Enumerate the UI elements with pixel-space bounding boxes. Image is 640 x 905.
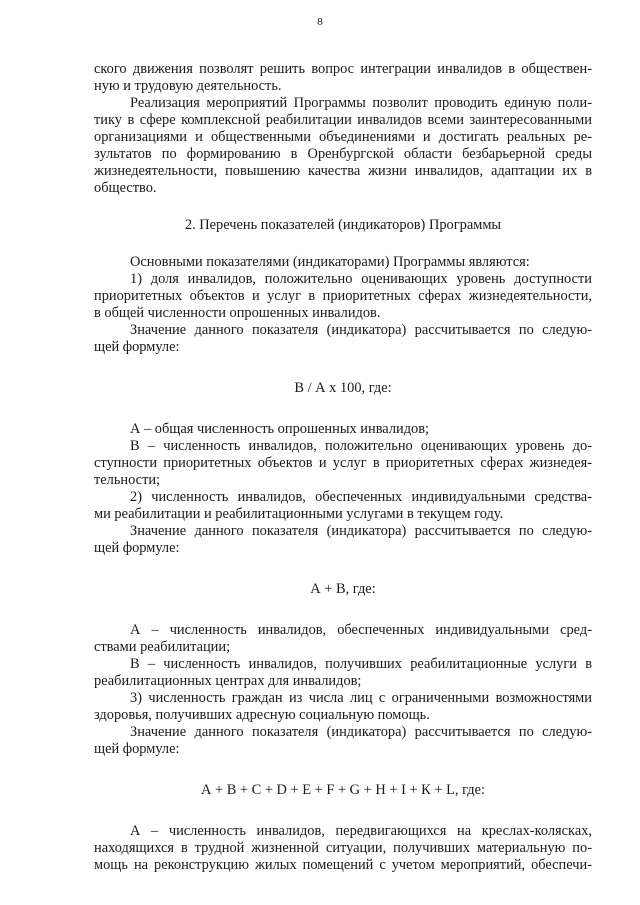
definition-2-a	[94, 622, 592, 656]
text-line: организациями и общественными объединениями и достигать реальных ре-	[94, 129, 592, 145]
text-line: в общей численности опрошенных инвалидов.	[94, 305, 381, 321]
text-line: ского движения позволят решить вопрос интеграции инвалидов в обществен-	[94, 61, 592, 77]
indicators-intro: Основными показателями (индикаторами) Программы являются:	[130, 254, 530, 270]
text-line: Значение данного показателя (индикатора) рассчитывается по следую-	[130, 724, 592, 740]
text-line: зультатов по формированию в Оренбургской области безбарьерной среды	[94, 146, 592, 162]
text-line: тику в сфере комплексной реабилитации инвалидов всеми заинтересованными	[94, 112, 592, 128]
text-line: 2) численность инвалидов, обеспеченных индивидуальными средства-	[130, 489, 592, 505]
definition-2-b	[94, 656, 592, 690]
indicator-item-3	[94, 690, 592, 724]
formula-3: А + В + С + D + Е + F + G + Н + I + К + L, где:	[201, 782, 485, 798]
section-title: 2. Перечень показателей (индикаторов) Программы	[184, 217, 502, 233]
text-line: тельности;	[94, 472, 161, 488]
text-line: мощь на реконструкцию жилых помещений с учетом мероприятий, обеспечи-	[94, 857, 592, 873]
text-line: ступности приоритетных объектов и услуг в приоритетных сферах жизнедея-	[94, 455, 592, 471]
text-line: А – численность инвалидов, обеспеченных индивидуальными сред-	[130, 622, 592, 638]
text-line: Значение данного показателя (индикатора) рассчитывается по следую-	[130, 322, 592, 338]
indicator-item-2	[94, 489, 592, 523]
definition-1-a: А – общая численность опрошенных инвалидов;	[130, 421, 430, 437]
text-line: В – численность инвалидов, получивших реабилитационные услуги в	[130, 656, 592, 672]
text-line: 1) доля инвалидов, положительно оценивающих уровень доступности	[130, 271, 592, 287]
text-line: ствами реабилитации;	[94, 639, 231, 655]
text-line: щей формуле:	[94, 339, 180, 355]
text-line: приоритетных объектов и услуг в приоритетных сферах жизнедеятельности,	[94, 288, 592, 304]
indicator-item-1	[94, 271, 592, 322]
text-line: ную и трудовую деятельность.	[94, 78, 282, 94]
definition-3-a	[94, 823, 592, 874]
text-line: 3) численность граждан из числа лиц с ограниченными возможностями	[130, 690, 592, 706]
text-line: реабилитационных центрах для инвалидов;	[94, 673, 362, 689]
text-line: ми реабилитации и реабилитационными услугами в текущем году.	[94, 506, 504, 522]
paragraph-continuation	[94, 61, 592, 95]
formula-intro-1	[94, 322, 592, 356]
text-line: общество.	[94, 180, 157, 196]
definition-1-b	[94, 438, 592, 489]
document-body	[94, 61, 592, 874]
formula-intro-3	[94, 724, 592, 758]
text-line: щей формуле:	[94, 540, 180, 556]
formula-2: А + В, где:	[310, 581, 376, 597]
text-line: щей формуле:	[94, 741, 180, 757]
text-line: находящихся в трудной жизненной ситуации, получивших материальную по-	[94, 840, 592, 856]
text-line: жизнедеятельности, повышению качества жизни инвалидов, адаптации их в	[94, 163, 592, 179]
text-line: А – численность инвалидов, передвигающихся на креслах-колясках,	[130, 823, 592, 839]
page-number: 8	[317, 16, 323, 28]
text-line: Реализация мероприятий Программы позволит проводить единую поли-	[130, 95, 592, 111]
text-line: здоровья, получивших адресную социальную помощь.	[94, 707, 430, 723]
paragraph-program-implementation	[94, 95, 592, 197]
text-line: Значение данного показателя (индикатора) рассчитывается по следую-	[130, 523, 592, 539]
formula-1: В / А х 100, где:	[294, 380, 392, 396]
formula-intro-2	[94, 523, 592, 557]
text-line: В – численность инвалидов, положительно оценивающих уровень до-	[130, 438, 592, 454]
